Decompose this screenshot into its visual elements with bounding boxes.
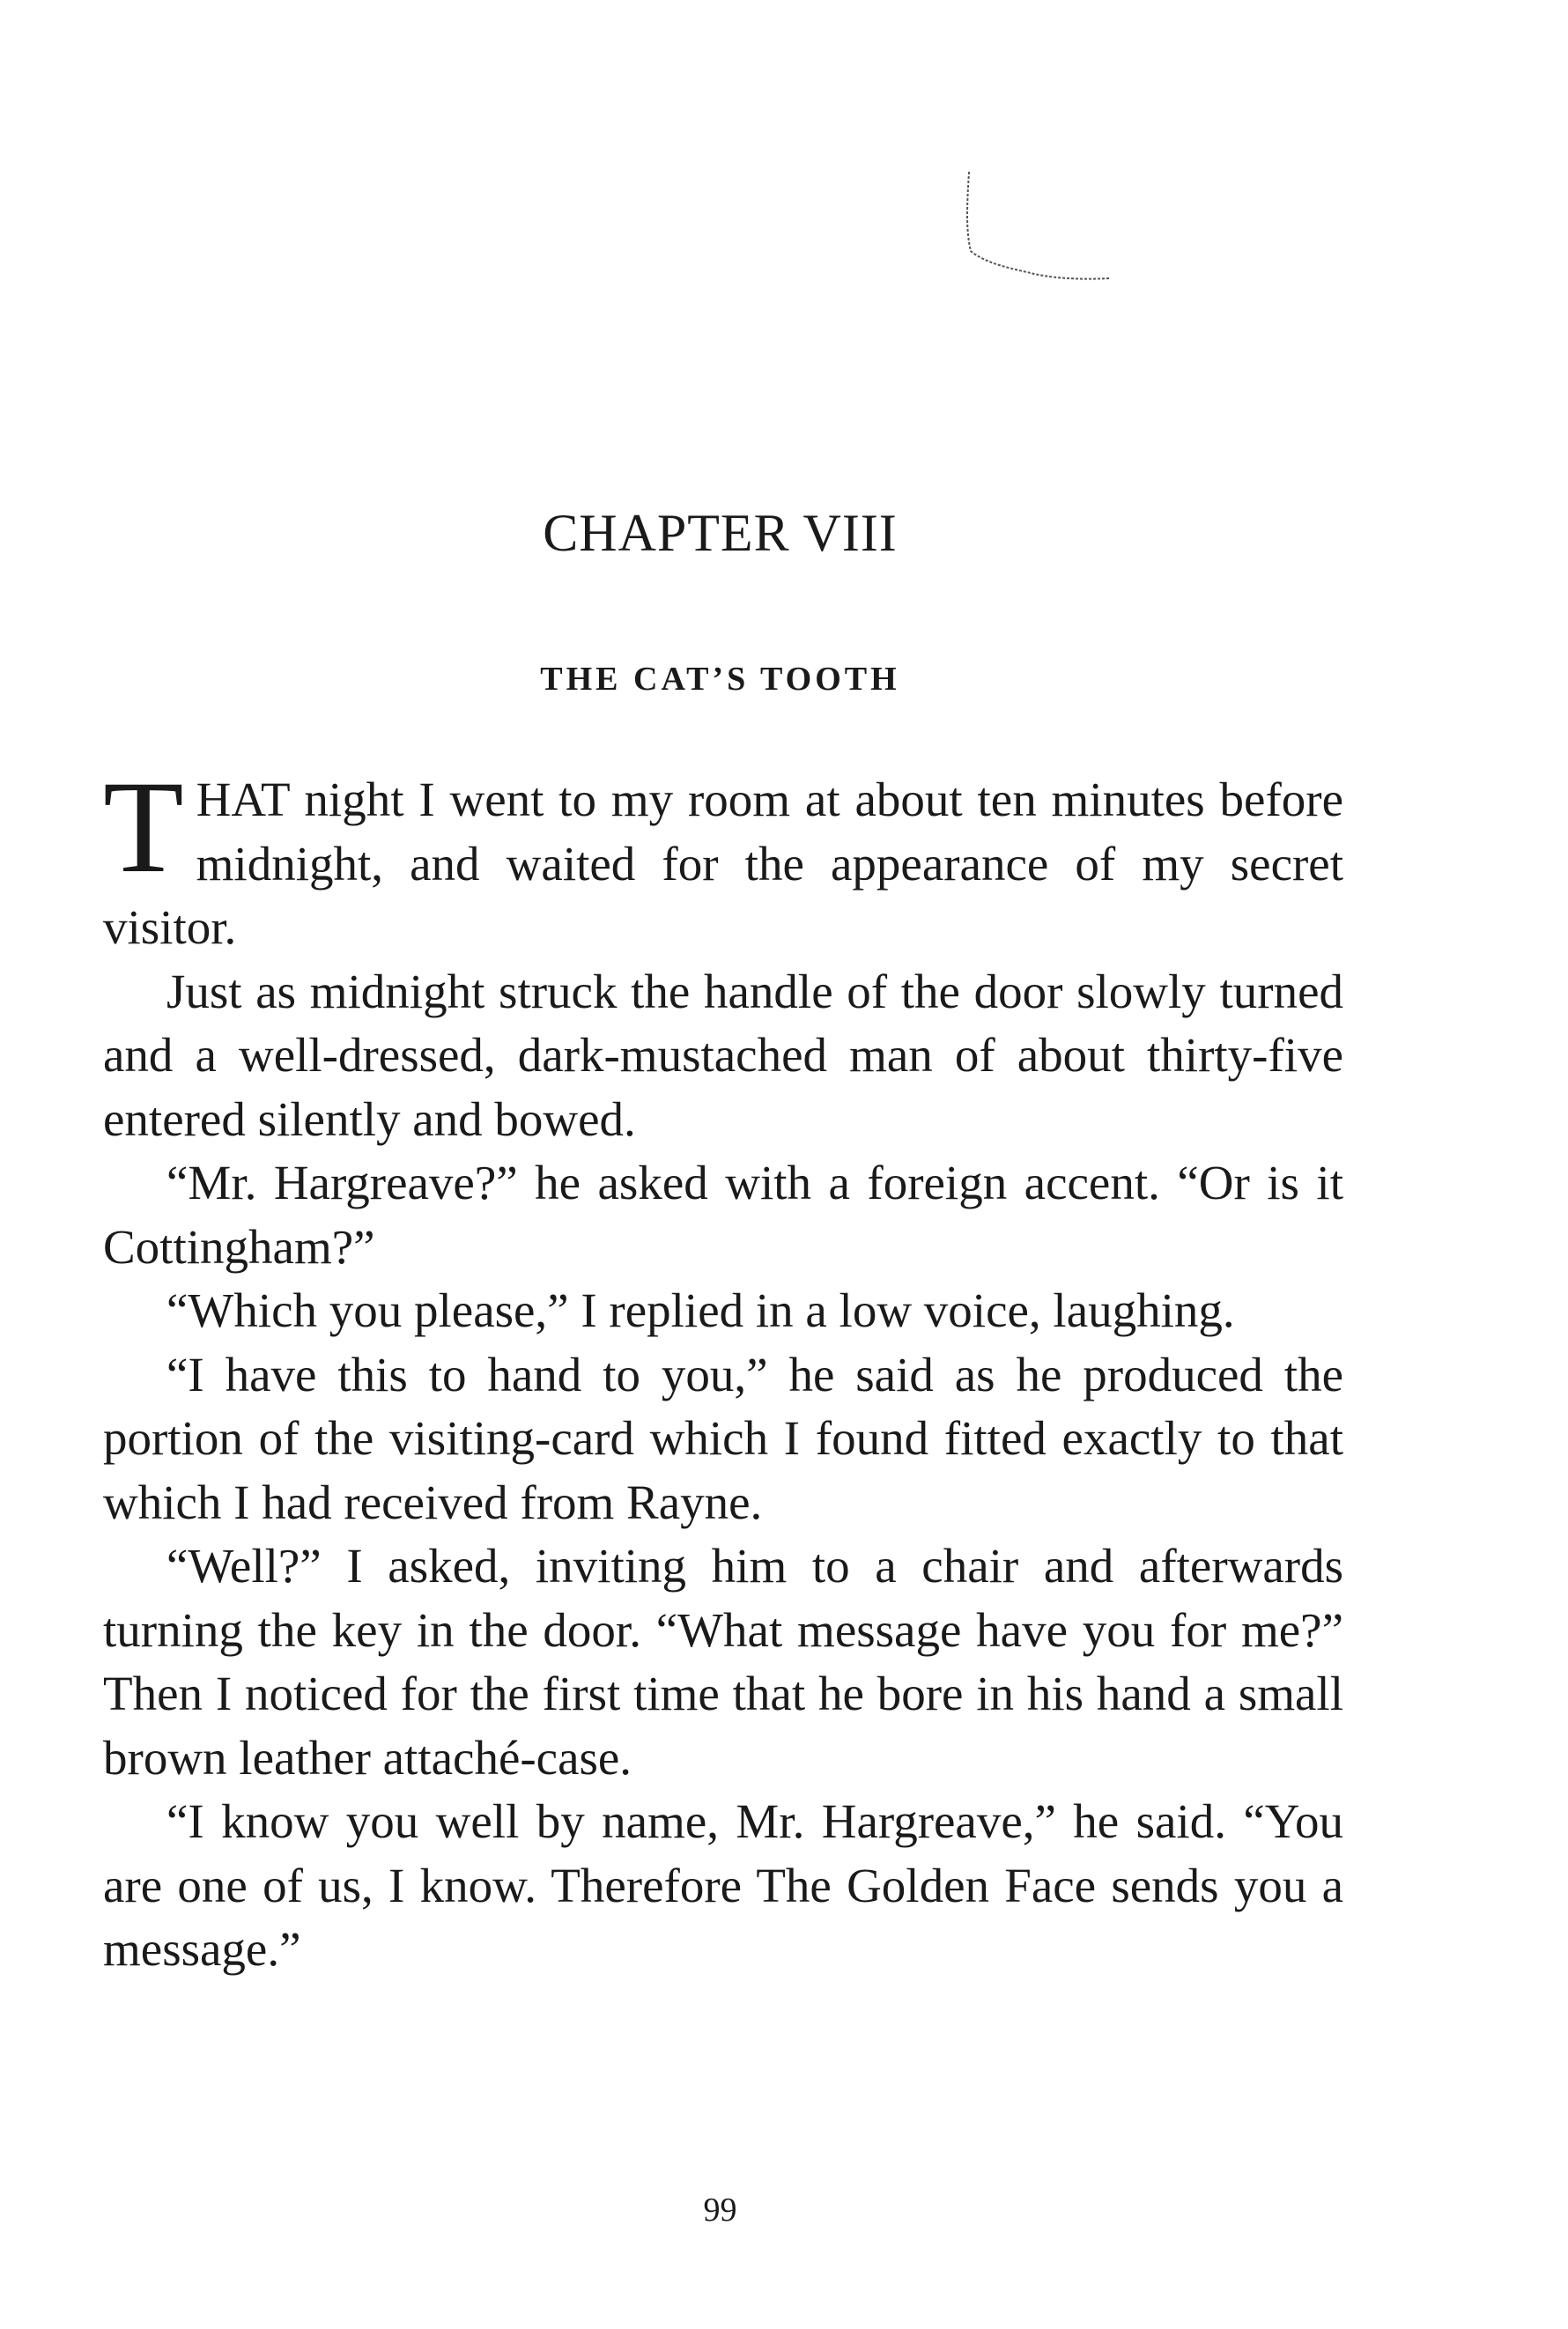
paragraph-2: Just as midnight struck the handle of the door slowly turned and a well-dressed, dark-mustached man of about thirty-five entered silently and bowed. <box>103 964 1343 1146</box>
page-number: 99 <box>703 2192 737 2229</box>
drop-cap: T <box>103 754 184 900</box>
chapter-body <box>103 754 1343 1982</box>
paragraph-7: “I know you well by name, Mr. Hargreave,” he said. “You are one of us, I know. Therefore The Golden Face sends you a message.” <box>103 1794 1343 1976</box>
chapter-subtitle: THE CAT’S TOOTH <box>540 661 900 698</box>
paragraph-6: “Well?” I asked, inviting him to a chair and afterwards turning the key in the door. “What message have you for me?” Then I noticed for the first time that he bore in his hand a small brown leather attaché-case. <box>103 1539 1343 1785</box>
paragraph-1-text: HAT night I went to my room at about ten minutes before midnight, and waited for the appearance of my secret visitor. <box>103 773 1343 954</box>
scan-artifact-mark <box>960 167 1154 299</box>
paragraph-1 <box>103 754 1343 960</box>
paragraph-4: “Which you please,” I replied in a low voice, laughing. <box>166 1283 1235 1337</box>
paragraph-5: “I have this to hand to you,” he said as he produced the portion of the visiting-card which I found fitted exactly to that which I had received from Rayne. <box>103 1347 1343 1529</box>
paragraph-3: “Mr. Hargreave?” he asked with a foreign accent. “Or is it Cottingham?” <box>103 1156 1343 1274</box>
chapter-heading: CHAPTER VIII <box>543 504 898 562</box>
